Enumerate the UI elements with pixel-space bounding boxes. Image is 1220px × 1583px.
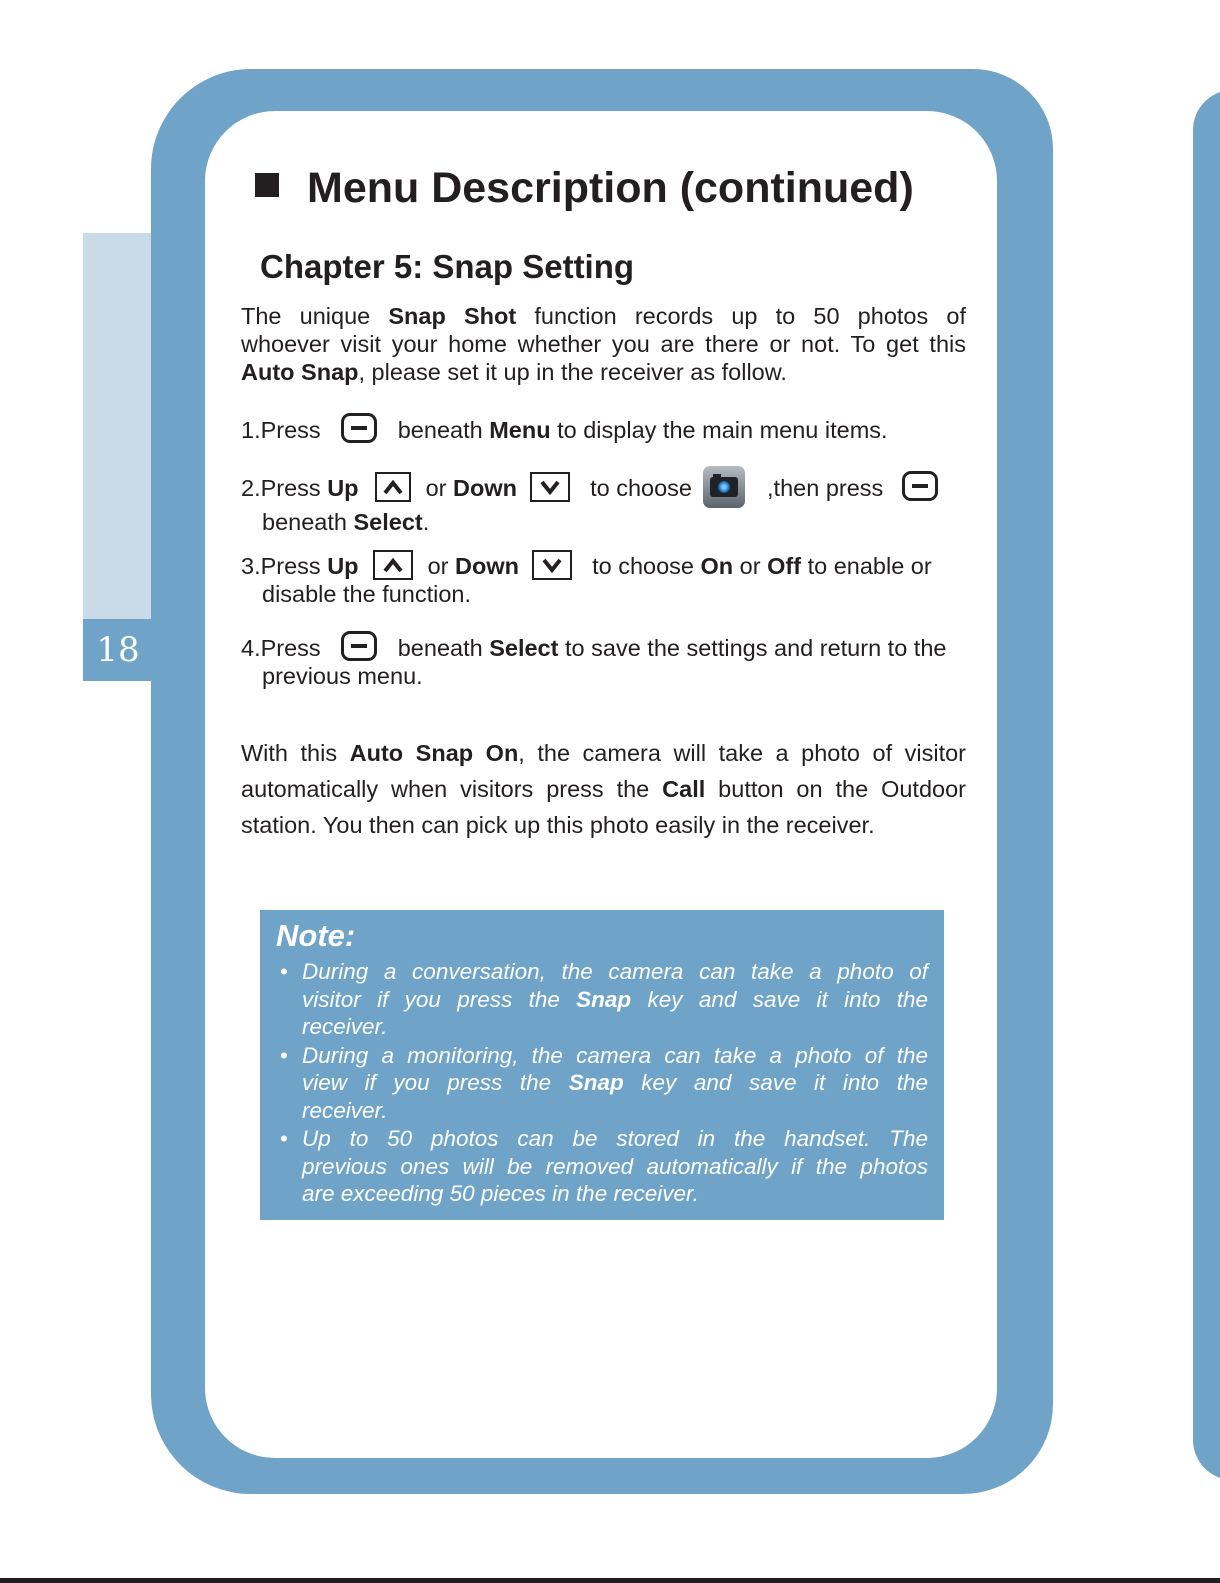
note-line: • During a conversation, the camera can take a photo of <box>302 959 928 984</box>
step-text: to choose <box>590 475 692 501</box>
intro-text: function records up to 50 photos of <box>516 303 966 329</box>
step-3 <box>241 550 932 608</box>
note-item-1 <box>302 958 928 1041</box>
next-page-frame-edge <box>1193 90 1220 1480</box>
select-term: Select <box>353 509 423 535</box>
note-line: receiver. <box>302 1014 388 1039</box>
note-list <box>302 958 928 1209</box>
paragraph-line-3: station. You then can pick up this photo easily in the receiver. <box>241 812 875 838</box>
step-3-line-2: disable the function. <box>262 581 472 607</box>
page-number: 18 <box>83 619 153 681</box>
note-line: previous ones will be removed automatically if the photos <box>302 1153 928 1179</box>
call-term: Call <box>662 776 706 802</box>
minus-key-icon <box>902 471 938 501</box>
note-line: • During a monitoring, the camera can take a photo of the <box>302 1042 928 1068</box>
step-1 <box>241 413 888 444</box>
step-text: to enable or <box>801 553 932 579</box>
bottom-rule <box>0 1578 1220 1583</box>
intro-line-3 <box>241 358 966 386</box>
intro-line-1 <box>241 302 966 330</box>
step-text: . <box>422 509 430 535</box>
step-text: or <box>733 553 768 579</box>
step-4-line-2: previous menu. <box>262 663 423 689</box>
step-text: or <box>427 553 449 579</box>
paragraph-text: , the camera will take a photo of visitor <box>518 740 966 766</box>
select-term: Select <box>489 635 559 661</box>
note-text: view if you press the <box>302 1070 569 1095</box>
square-bullet-icon <box>255 173 279 197</box>
page-title-text: Menu Description (continued) <box>307 164 914 212</box>
up-arrow-key-icon <box>373 550 413 580</box>
auto-snap-on-term: Auto Snap On <box>349 740 519 766</box>
note-item-2 <box>302 1042 928 1125</box>
step-text: beneath <box>397 635 490 661</box>
step-text: to display the main menu items. <box>550 417 888 443</box>
step-prefix: 3.Press <box>241 553 328 579</box>
note-line <box>302 1069 928 1097</box>
up-term: Up <box>327 475 359 501</box>
note-box <box>260 910 944 1220</box>
chapter-title: Chapter 5: Snap Setting <box>260 248 635 285</box>
up-arrow-key-icon <box>375 472 411 502</box>
paragraph-text: automatically when visitors press the <box>241 776 663 802</box>
intro-text: , please set it up in the receiver as follow. <box>358 359 787 385</box>
paragraph-text: button on the Outdoor <box>705 776 966 802</box>
down-term: Down <box>453 475 517 501</box>
step-prefix: 1.Press <box>241 417 321 443</box>
note-title: Note: <box>276 918 356 953</box>
note-text: key and save it into the <box>623 1070 928 1095</box>
auto-snap-term: Auto Snap <box>241 359 359 385</box>
step-4-line-1 <box>241 631 946 662</box>
intro-line-2: whoever visit your home whether you are there or not. To get this <box>241 331 966 357</box>
note-text: key and save it into the <box>631 986 928 1012</box>
off-term: Off <box>767 553 802 579</box>
step-text: ,then press <box>767 475 884 501</box>
on-term: On <box>700 553 734 579</box>
minus-key-icon <box>341 631 377 661</box>
note-line <box>302 986 928 1014</box>
snap-term: Snap <box>568 1070 624 1095</box>
step-prefix: 2.Press <box>241 475 328 501</box>
down-arrow-key-icon <box>530 472 570 502</box>
step-2 <box>241 466 938 536</box>
paragraph-line-2 <box>241 771 966 807</box>
step-4 <box>241 631 946 690</box>
step-text: to choose <box>592 553 701 579</box>
step-text: or <box>425 475 447 501</box>
step-prefix: 4.Press <box>241 635 321 661</box>
camera-snap-icon <box>703 466 745 508</box>
paragraph-line-1 <box>241 735 966 771</box>
snap-term: Snap <box>576 986 632 1012</box>
note-line: receiver. <box>302 1097 388 1123</box>
page-title <box>255 164 914 213</box>
step-2-line-2 <box>241 508 938 536</box>
up-term: Up <box>327 553 359 579</box>
step-text: to save the settings and return to the <box>558 635 947 661</box>
note-text: visitor if you press the <box>302 986 577 1012</box>
note-item-3 <box>302 1125 928 1208</box>
note-line: • Up to 50 photos can be stored in the handset. The <box>302 1126 928 1151</box>
minus-key-icon <box>341 413 377 443</box>
snap-shot-term: Snap Shot <box>388 303 517 329</box>
paragraph-text: With this <box>241 740 350 766</box>
step-2-line-1 <box>241 466 938 508</box>
down-term: Down <box>455 553 519 579</box>
step-text: beneath <box>262 509 354 535</box>
menu-term: Menu <box>489 417 551 443</box>
intro-text: The unique <box>241 303 389 329</box>
intro-paragraph <box>241 302 966 386</box>
side-strip <box>83 233 153 619</box>
auto-snap-paragraph <box>241 735 966 843</box>
step-text: beneath <box>397 417 490 443</box>
step-3-line-1 <box>241 550 932 580</box>
down-arrow-key-icon <box>532 550 572 580</box>
note-line: are exceeding 50 pieces in the receiver. <box>302 1181 699 1206</box>
